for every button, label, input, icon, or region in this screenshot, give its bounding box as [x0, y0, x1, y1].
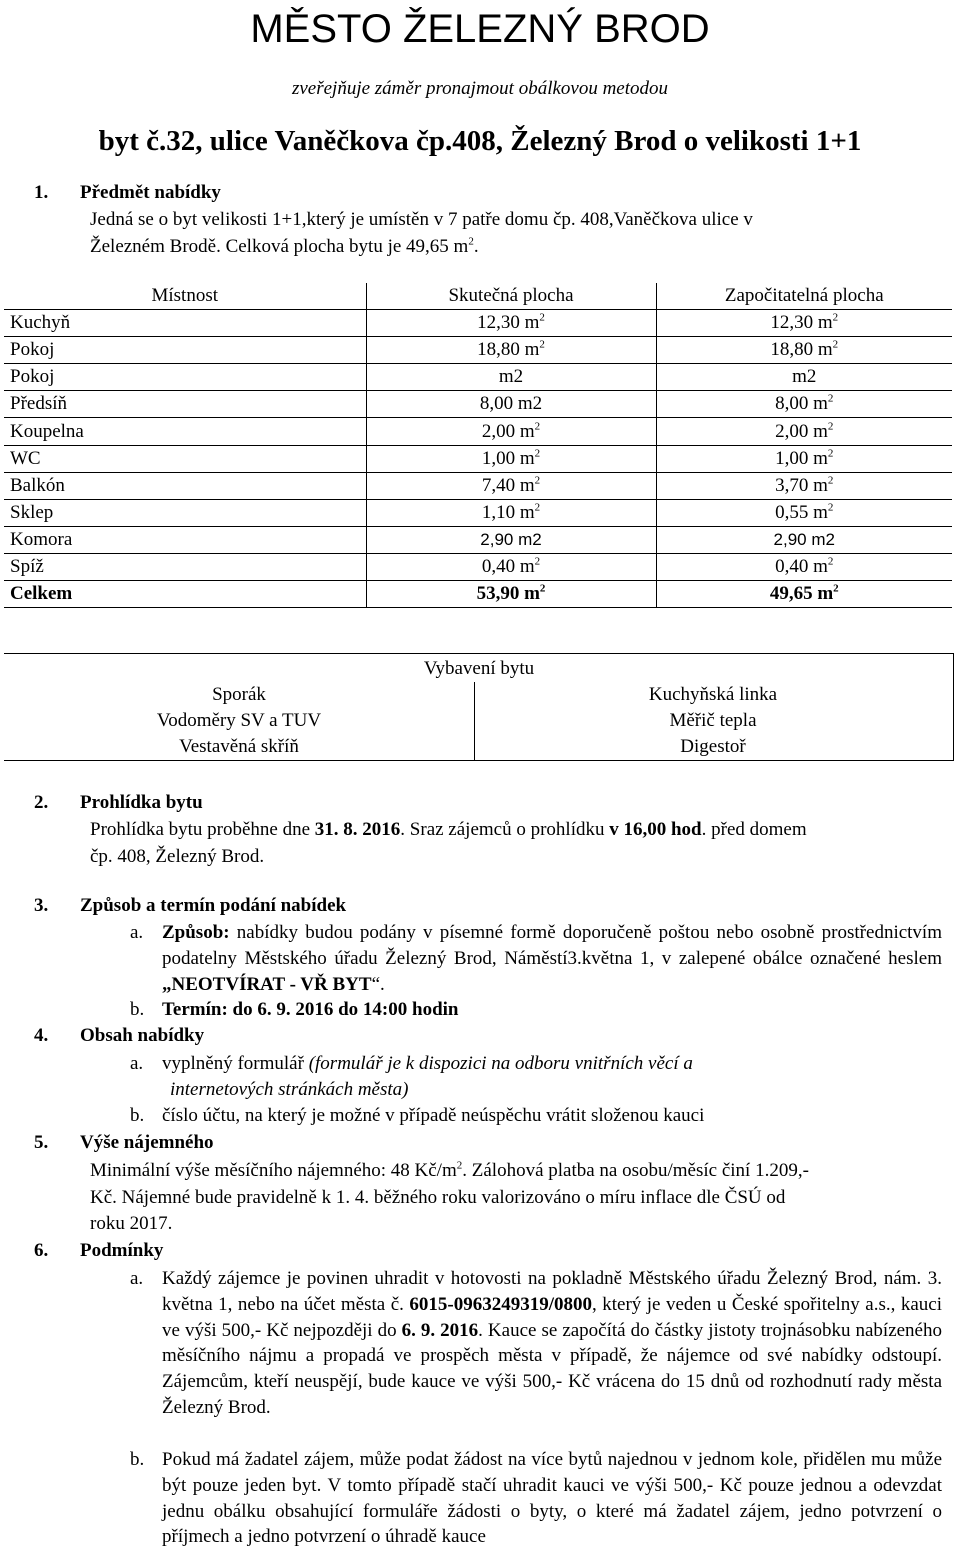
- section-4-heading: 4. Obsah nabídky: [34, 1025, 205, 1046]
- actual-area: 2,90 m2: [366, 526, 656, 553]
- equipment-title: Vybavení bytu: [423, 658, 535, 679]
- room-name: Koupelna: [4, 418, 366, 445]
- counted-area: 18,80 $m^2$: [656, 337, 952, 364]
- page-title: MĚSTO ŽELEZNÝ BROD: [250, 7, 710, 51]
- section-title: Předmět nabídky: [80, 182, 221, 203]
- equipment-left-column: [4, 682, 474, 760]
- rooms-table: [4, 283, 952, 608]
- section-2-line-1: Prohlídka bytu proběhne dne 31. 8. 2016. Sraz zájemců o prohlídku v 16,00 hod. před domem: [90, 819, 807, 840]
- counted-area: 0,40 $m^2$: [656, 553, 952, 580]
- equipment-item: Vodoměry SV a TUV: [156, 710, 322, 731]
- equipment-item: Měřič tepla: [669, 710, 757, 731]
- actual-area: 1,10 $m^2$: [366, 499, 656, 526]
- actual-area: 12,30 $m^2$: [366, 310, 656, 337]
- section-2-heading: 2. Prohlídka bytu: [34, 792, 203, 813]
- table-total-row: [4, 581, 952, 608]
- list-label: a.: [130, 922, 144, 943]
- section-4-item-a: vyplněný formulář (formulář je k dispozici na odboru vnitřních věcí a: [162, 1053, 693, 1074]
- section-3-heading: 3. Způsob a termín podání nabídek: [34, 895, 347, 916]
- counted-area: 0,55 $m^2$: [656, 499, 952, 526]
- section-4-item-a-cont: internetových stránkách města): [170, 1079, 409, 1100]
- section-1-line-2: Železném Brodě. Celková plocha bytu je 49,65 $m^2$.: [90, 235, 479, 257]
- table-row: [4, 418, 952, 445]
- section-3-item-a: Způsob: nabídky budou podány v písemné formě doporučeně poštou nebo osobně prostřednictvím podatelny Městského úřadu Železný Brod, Náměstí3.května 1, v zalepené obálce označené heslem „NEOTVÍRAT - VŘ BYT“.: [162, 922, 942, 995]
- table-row: [4, 499, 952, 526]
- table-row: [4, 391, 952, 418]
- section-6-heading: 6. Podmínky: [34, 1240, 164, 1261]
- section-6-item-b: Pokud má žadatel zájem, může podat žádost na více bytů najednou v jednom kole, přidělen mu může být pouze jeden byt. V tomto případě stačí uhradit kauci ve výši 500,- Kč pouze jednou a odevzdat jednu obálku obsahující formuláře žádosti o byty, o které má žadatel zájem, jedno potvrzení o příjmech a jedno potvrzení o úhradě kauce: [162, 1449, 942, 1548]
- counted-area: 8,00 $m^2$: [656, 391, 952, 418]
- section-4-item-b: číslo účtu, na který je možné v případě neúspěchu vrátit složenou kauci: [162, 1105, 705, 1126]
- list-label: a.: [130, 1268, 144, 1289]
- equipment-item: Digestoř: [680, 736, 746, 757]
- section-number: 1.: [34, 182, 49, 203]
- counted-area: m2: [656, 364, 952, 391]
- room-name: Spíž: [4, 553, 366, 580]
- room-name: Pokoj: [4, 364, 366, 391]
- table-row: [4, 526, 952, 553]
- list-label: a.: [130, 1053, 144, 1074]
- equipment-box: [4, 653, 954, 761]
- section-5-line-2: Kč. Nájemné bude pravidelně k 1. 4. běžného roku valorizováno o míru inflace dle ČSÚ od: [90, 1187, 786, 1208]
- equipment-item: Kuchyňská linka: [648, 684, 778, 705]
- table-row: [4, 553, 952, 580]
- equipment-right-column: [474, 682, 952, 760]
- room-name: WC: [4, 445, 366, 472]
- section-5-line-3: roku 2017.: [90, 1213, 173, 1234]
- actual-area: 2,00 $m^2$: [366, 418, 656, 445]
- table-row: [4, 337, 952, 364]
- room-name: Předsíň: [4, 391, 366, 418]
- actual-area: 1,00 $m^2$: [366, 445, 656, 472]
- list-label: b.: [130, 999, 145, 1020]
- actual-area: m2: [366, 364, 656, 391]
- section-1-line-1: Jedná se o byt velikosti 1+1,který je umístěn v 7 patře domu čp. 408,Vaněčkova ulice v: [90, 209, 753, 230]
- room-name: Sklep: [4, 499, 366, 526]
- room-name: Balkón: [4, 472, 366, 499]
- equipment-item: Sporák: [212, 684, 266, 705]
- headline: byt č.32, ulice Vaněčkova čp.408, Železný Brod o velikosti 1+1: [98, 125, 862, 157]
- total-actual-area: 53,90 $m^2$: [366, 581, 656, 608]
- equipment-item: Vestavěná skříň: [179, 736, 299, 757]
- total-counted-area: 49,65 $m^2$: [656, 581, 952, 608]
- section-2-line-2: čp. 408, Železný Brod.: [90, 846, 265, 867]
- room-name: Pokoj: [4, 337, 366, 364]
- actual-area: 7,40 $m^2$: [366, 472, 656, 499]
- actual-area: 0,40 $m^2$: [366, 553, 656, 580]
- table-header-row: [4, 283, 952, 310]
- counted-area: 2,00 $m^2$: [656, 418, 952, 445]
- total-label: Celkem: [4, 581, 366, 608]
- section-5-line-1: Minimální výše měsíčního nájemného: 48 $Kč/m^2$. Zálohová platba na osobu/měsíc činí 1.209,-: [90, 1159, 809, 1181]
- counted-area: 3,70 $m^2$: [656, 472, 952, 499]
- counted-area: 1,00 $m^2$: [656, 445, 952, 472]
- list-label: b.: [130, 1449, 145, 1470]
- column-header: Místnost: [4, 283, 366, 310]
- column-header: Započitatelná plocha: [656, 283, 952, 310]
- counted-area: 12,30 $m^2$: [656, 310, 952, 337]
- table-row: [4, 364, 952, 391]
- column-header: Skutečná plocha: [366, 283, 656, 310]
- room-name: Kuchyň: [4, 310, 366, 337]
- room-name: Komora: [4, 526, 366, 553]
- list-label: b.: [130, 1105, 145, 1126]
- table-row: [4, 310, 952, 337]
- counted-area: 2,90 m2: [656, 526, 952, 553]
- section-3-item-b: Termín: do 6. 9. 2016 do 14:00 hodin: [162, 999, 459, 1020]
- actual-area: 18,80 $m^2$: [366, 337, 656, 364]
- table-row: [4, 472, 952, 499]
- section-1-heading: [34, 180, 221, 206]
- subtitle: zveřejňuje záměr pronajmout obálkovou metodou: [291, 78, 669, 99]
- table-row: [4, 445, 952, 472]
- section-6-item-a: Každý zájemce je povinen uhradit v hotovosti na pokladně Městského úřadu Železný Brod, nám. 3. května 1, nebo na účet města č. 6015-0963249319/0800, který je veden u České spořitelny a.s., kauci ve výši 500,- Kč nejpozději do 6. 9. 2016. Kauce se započítá do částky jistoty trojnásobku nabízeného měsíčního nájmu a propadá ve prospěch města v případě, že nájemce od své nabídky odstoupí. Zájemcům, kteří neuspějí, bude kauce ve výši 500,- Kč vrácena do 15 dnů od rozhodnutí rady města Železný Brod.: [162, 1268, 942, 1418]
- section-5-heading: 5. Výše nájemného: [34, 1132, 214, 1153]
- actual-area: 8,00 m2: [366, 391, 656, 418]
